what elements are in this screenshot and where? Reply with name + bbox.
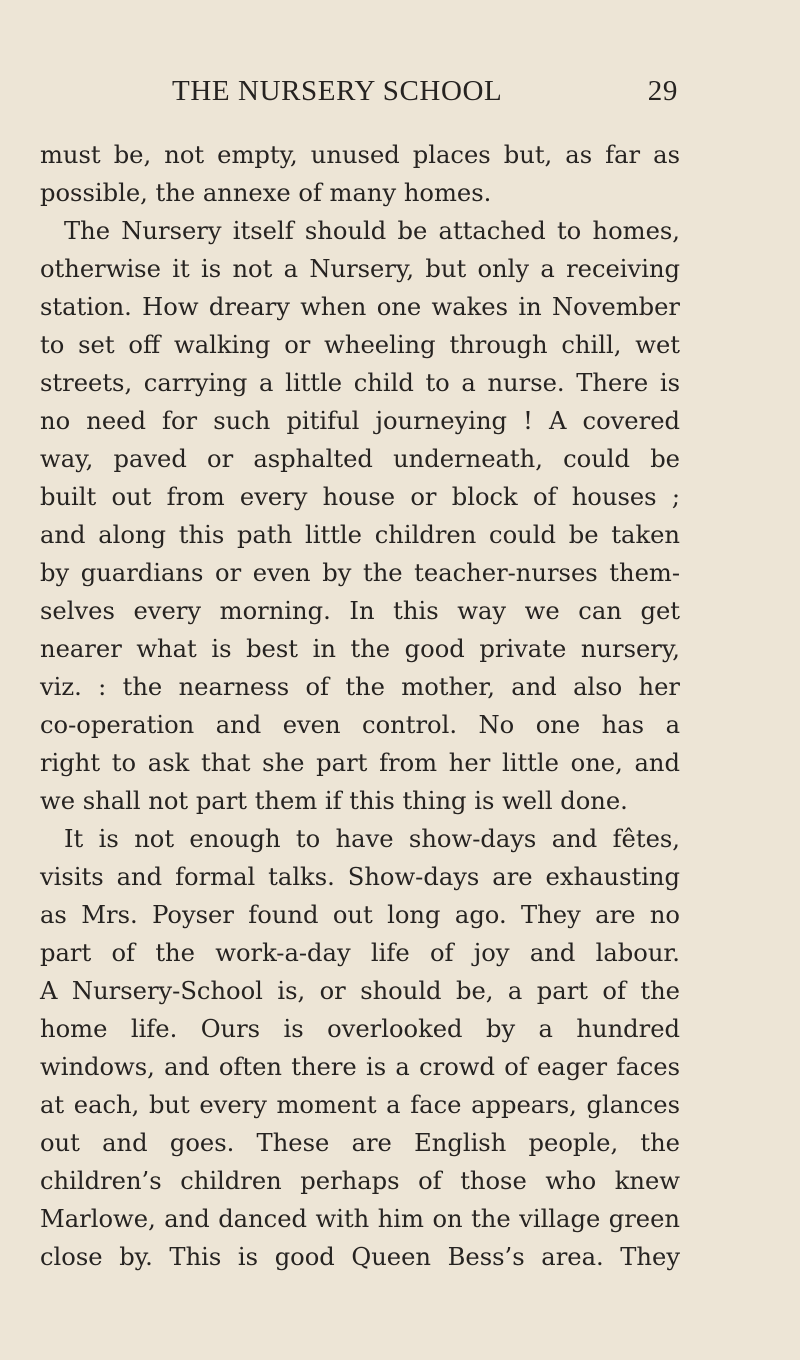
text-line: must be, not empty, unused places but, as far as	[40, 141, 680, 169]
text-line: A Nursery-School is, or should be, a part of the	[40, 977, 680, 1005]
text-line: otherwise it is not a Nursery, but only a receiving	[40, 255, 680, 283]
text-line: close by. This is good Queen Bess’s area. They	[40, 1243, 680, 1271]
text-line: right to ask that she part from her little one, and	[40, 749, 680, 777]
text-line: The Nursery itself should be attached to homes,	[64, 217, 680, 245]
text-line: children’s children perhaps of those who knew	[40, 1167, 680, 1195]
text-line: It is not enough to have show-days and fêtes,	[64, 825, 680, 853]
text-line: built out from every house or block of houses ;	[40, 483, 680, 511]
text-line: selves every morning. In this way we can get	[40, 597, 680, 625]
text-line: part of the work-a-day life of joy and labour.	[40, 939, 680, 967]
text-line: at each, but every moment a face appears, glances	[40, 1091, 680, 1119]
text-line: streets, carrying a little child to a nurse. There is	[40, 369, 680, 397]
text-line: viz. : the nearness of the mother, and also her	[40, 673, 680, 701]
text-line: Marlowe, and danced with him on the village green	[40, 1205, 680, 1233]
text-line: no need for such pitiful journeying ! A covered	[40, 407, 680, 435]
text-line: visits and formal talks. Show-days are exhausting	[40, 863, 680, 891]
text-line: way, paved or asphalted underneath, could be	[40, 445, 680, 473]
text-line: and along this path little children could be taken	[40, 521, 680, 549]
text-line: by guardians or even by the teacher-nurses them-	[40, 559, 680, 587]
text-line: out and goes. These are English people, the	[40, 1129, 680, 1157]
page-number: 29	[647, 75, 678, 107]
text-line: nearer what is best in the good private nursery,	[40, 635, 680, 663]
running-title: THE NURSERY SCHOOL	[172, 75, 503, 107]
text-line: station. How dreary when one wakes in November	[40, 293, 680, 321]
text-line: co-operation and even control. No one has a	[40, 711, 680, 739]
text-line: possible, the annexe of many homes.	[40, 179, 492, 207]
text-line: we shall not part them if this thing is well done.	[40, 787, 628, 815]
text-line: home life. Ours is overlooked by a hundred	[40, 1015, 680, 1043]
text-line: as Mrs. Poyser found out long ago. They are no	[40, 901, 680, 929]
text-line: to set off walking or wheeling through chill, wet	[40, 331, 680, 359]
body-text	[40, 136, 680, 1276]
text-line: windows, and often there is a crowd of eager faces	[40, 1053, 680, 1081]
running-head	[172, 75, 678, 111]
